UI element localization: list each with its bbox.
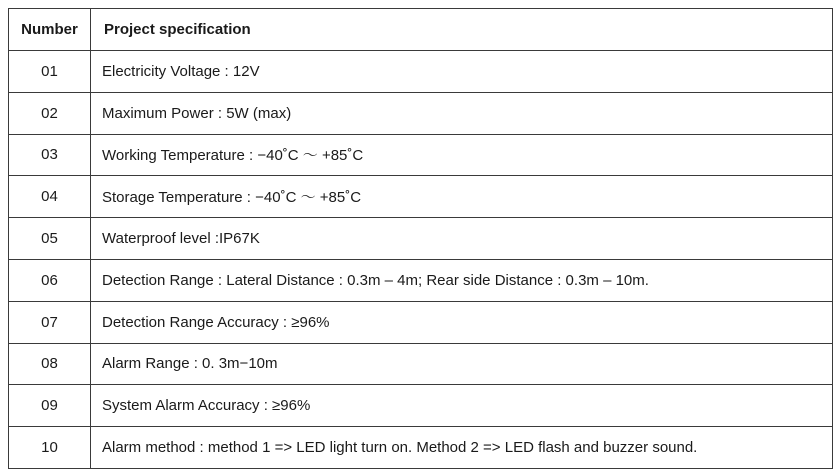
number-column-header: Number — [9, 9, 91, 51]
table-row — [9, 343, 833, 385]
row-spec: Detection Range Accuracy : ≥96% — [91, 301, 833, 343]
row-number: 05 — [9, 218, 91, 260]
row-number: 06 — [9, 259, 91, 301]
table-row — [9, 259, 833, 301]
table-row — [9, 176, 833, 218]
table-row — [9, 301, 833, 343]
row-spec: Waterproof level :IP67K — [91, 218, 833, 260]
row-number: 10 — [9, 427, 91, 469]
row-spec: Maximum Power : 5W (max) — [91, 92, 833, 134]
row-spec: Working Temperature : −40˚C ～ +85˚C — [91, 134, 833, 176]
row-number: 02 — [9, 92, 91, 134]
row-number: 08 — [9, 343, 91, 385]
row-number: 07 — [9, 301, 91, 343]
header-row — [9, 9, 833, 51]
table-row — [9, 385, 833, 427]
table-row — [9, 92, 833, 134]
row-spec: Storage Temperature : −40˚C ～ +85˚C — [91, 176, 833, 218]
row-number: 09 — [9, 385, 91, 427]
row-number: 03 — [9, 134, 91, 176]
row-spec: Electricity Voltage : 12V — [91, 51, 833, 93]
row-spec: Alarm Range : 0. 3m−10m — [91, 343, 833, 385]
row-spec: Detection Range : Lateral Distance : 0.3m – 4m; Rear side Distance : 0.3m – 10m. — [91, 259, 833, 301]
table-row — [9, 218, 833, 260]
row-spec: System Alarm Accuracy : ≥96% — [91, 385, 833, 427]
row-spec: Alarm method : method 1 => LED light turn on. Method 2 => LED flash and buzzer sound. — [91, 427, 833, 469]
table-row — [9, 51, 833, 93]
row-number: 01 — [9, 51, 91, 93]
row-number: 04 — [9, 176, 91, 218]
spec-column-header: Project specification — [91, 9, 833, 51]
table-row — [9, 134, 833, 176]
table-row — [9, 427, 833, 469]
specification-table — [8, 8, 833, 469]
